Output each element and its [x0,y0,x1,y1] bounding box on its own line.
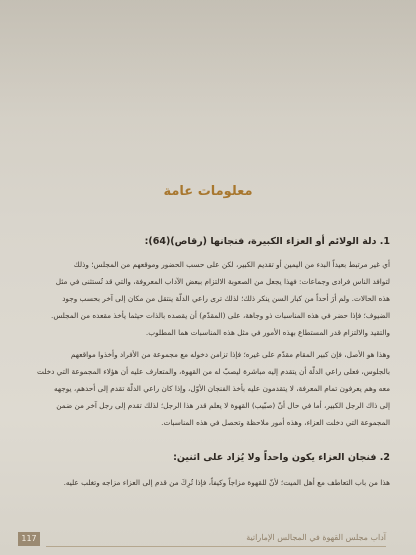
paragraph-1-line: والتقيد والالتزام قدر المستطاع بهذه الأمور في مثل هذه المناسبات هما المطلوب. [145,328,390,337]
paragraph-1-line: لتوافد الناس فرادى وجماعات: فهذا يجعل من الصعوبة الالتزام ببعض الآداب المعروفة، والتي قد تُستثنى في مثل [55,277,390,286]
paragraph-2-line: بالجلوس، فعلى راعي الدلّة أن يتقدم إليه مباشرة ليصبّ له من القهوة، والمتعارف عليه أن هؤلاء المجموعة التي دخلت [37,367,390,376]
paragraph-3-line: هذا من باب التعاطف مع أهل الميت؛ لأنّ للقهوة مزاجاً وكيفاً، فإذا تُرِكَ من قدم إلى العزاء مزاجه وتغلب عليه. [63,478,390,487]
paragraph-1-line: أي غير مرتبط بعيداً البدء من اليمين أو تقديم الكبير، لكن على حسب الحضور وموقعهم من المجلس؛ وذلك [73,260,390,269]
heading-2: 2. فنجان العزاء يكون واحداً ولا يُزاد على اثنين: [173,452,390,463]
heading-1: 1. دلة الولائم أو العزاء الكبيرة، فنجانها (رقاص)(64): [144,236,390,247]
paragraph-2-line: إلى ذاك الرجل الكبير، أما في حال أنّ (صبّيب) القهوة لا يعلم قدر هذا الرجل؛ لذلك تقدم إلى رجل آخر من ضمن [56,401,390,410]
paragraph-2-line: المجموعة التي دخلت العزاء، وهذه أمور ملاحظة وتحصل في هذه المناسبات. [161,418,390,427]
running-title: آداب مجلس القهوة في المجالس الإماراتية [246,533,386,542]
section-title: معلومات عامة [163,184,253,199]
paragraph-1-line: الضيوف؛ فإذا حضر في هذه المناسبات ذو وجاهة، على (المقدّم) أن يقصده بالذات حيثما يأخذ مقعده من المجلس. [51,311,390,320]
page-shadow [0,0,416,120]
paragraph-2-line: وهذا هو الأصل، فإن كبير المقام مقدّم على غيره؛ فإذا تزامن دخوله مع مجموعة من الأفراد وأخذوا مواقعهم [70,350,390,359]
paragraph-2-line: معه وهم يعرفون تمام المعرفة، لا يتقدمون عليه بأخذ الفنجان الأوّل، وإذا كان راعي الدلّة تقدم إلى أحدهم، يوجهه [53,384,390,393]
paragraph-1-line: هذه الحالات. ولم أرَ أحداً من كبار السن ينكر ذلك؛ لذلك ترى راعي الدلّة ينتقل من مكان إلى آخر بحسب وجود [62,294,390,303]
footer-divider [46,546,386,547]
page-number: 117 [18,532,40,546]
